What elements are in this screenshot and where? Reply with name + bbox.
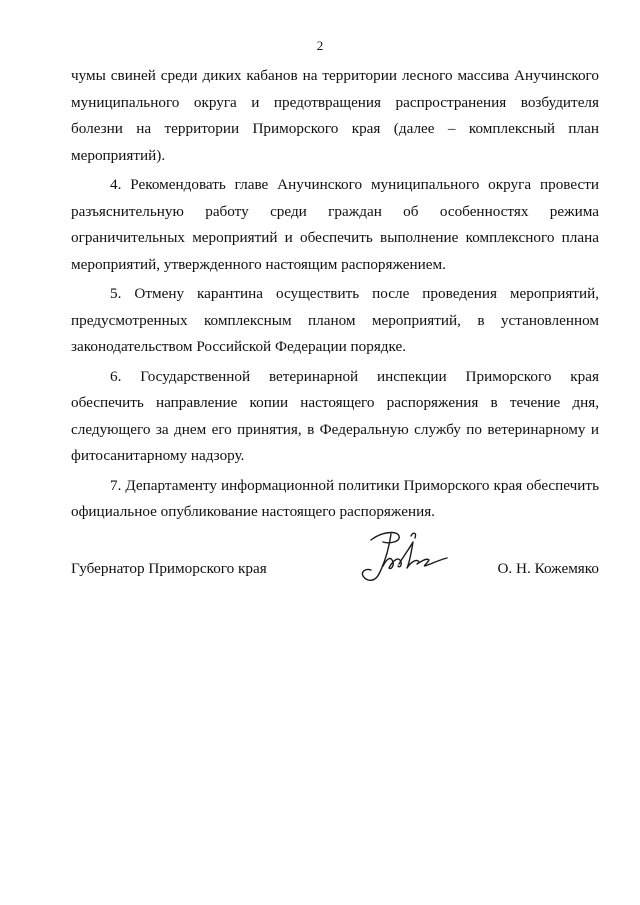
paragraph-5: 5. Отмену карантина осуществить после проведения мероприятий, предусмотренных комплексным планом мероприятий, в установленном законодательством Российской Федерации порядке. (71, 285, 599, 355)
signatory-position: Губернатор Приморского края (71, 560, 267, 577)
signature-block (71, 528, 599, 598)
paragraph-4: 4. Рекомендовать главе Анучинского муниципального округа провести разъяснительную работу среди граждан об особенностях режима ограничительных мероприятий и обеспечить выполнение комплексного плана мероприятий, утвержденного настоящим распоряжением. (71, 176, 599, 273)
handwritten-signature (353, 528, 451, 588)
page-number: 2 (316, 38, 324, 53)
paragraph-6: 6. Государственной ветеринарной инспекции Приморского края обеспечить направление копии настоящего распоряжения в течение дня, следующего за днем его принятия, в Федеральную службу по ветеринарному и фитосанитарному надзору. (71, 367, 599, 464)
paragraph-7: 7. Департаменту информационной политики Приморского края обеспечить официальное опубликование настоящего распоряжения. (71, 476, 599, 520)
signatory-name: О. Н. Кожемяко (497, 560, 599, 577)
document-body (71, 63, 599, 526)
paragraph-continuation: чумы свиней среди диких кабанов на территории лесного массива Анучинского муниципального округа и предотвращения распространения возбудителя болезни на территории Приморского края (далее – комплексный план мероприятий). (71, 67, 599, 164)
